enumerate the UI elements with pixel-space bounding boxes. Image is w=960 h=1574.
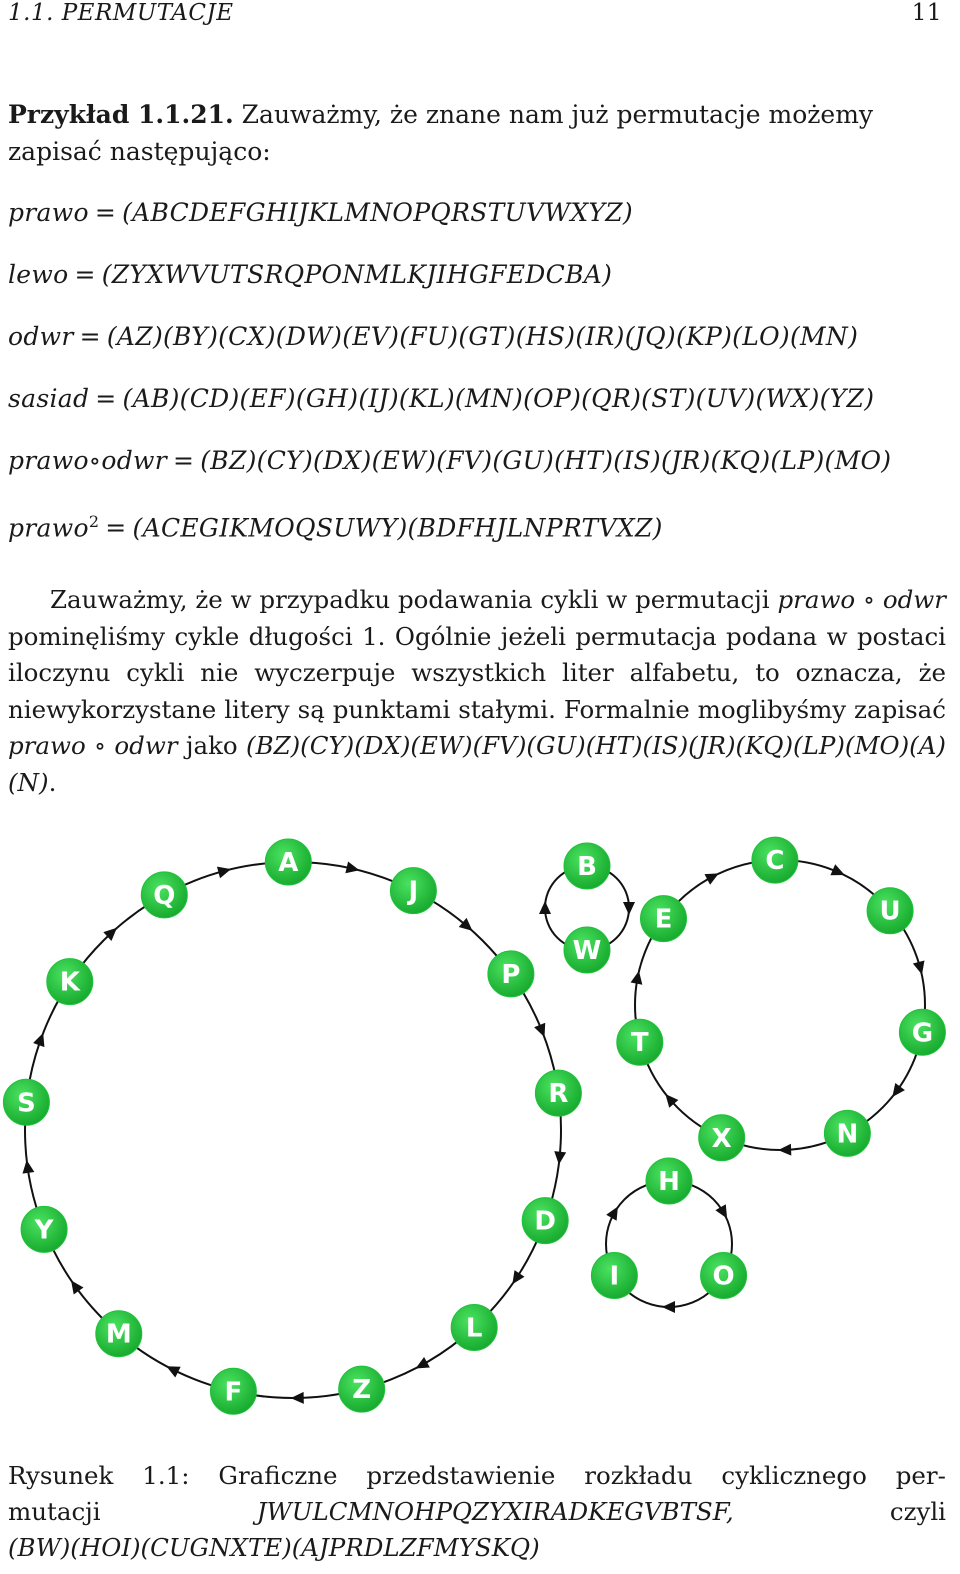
figure-caption [8,1458,946,1566]
node-letter: I [609,1261,620,1292]
note-math-2: prawo ∘ odwr [8,731,178,760]
caption-word: per- [895,1461,946,1490]
running-header [8,0,942,26]
node-n [824,1110,870,1156]
section-title: 1.1. PERMUTACJE [8,0,234,26]
node-letter: K [59,967,80,998]
equation-lhs: prawo [8,513,89,543]
cycle-arrow [623,902,635,915]
node-t [617,1019,663,1065]
note-text-1: Zauważmy, że w przypadku podawania cykli w permutacji [50,585,778,614]
node-p [488,951,534,997]
cycle-arrow [553,1151,566,1165]
node-o [701,1253,747,1299]
node-d [522,1198,568,1244]
example-intro: Zauważmy, że znane nam już permutacje możemy zapisać następująco: [8,100,874,166]
example-label: Przykład 1.1.21. [8,100,234,129]
node-letter: Z [352,1375,372,1406]
caption-line-2 [8,1494,946,1530]
equation-lhs: lewo [8,260,69,289]
cycle-arrow [631,970,645,985]
note-text-3: jako [177,731,247,760]
node-letter: B [577,852,597,882]
cycle-arrow [33,1031,49,1047]
node-u [867,888,913,934]
caption-word: 1.1: [142,1461,190,1490]
equation-odwr: odwr = (AZ)(BY)(CX)(DW)(EV)(FU)(GT)(HS)(IR)(JQ)(KP)(LO)(MN) [8,322,859,351]
node-h [646,1158,692,1204]
cycle-arrow [913,960,928,976]
equation-rhs: (AZ)(BY)(CX)(DW)(EV)(FU)(GT)(HS)(IR)(JQ)(KP)(LO)(MN) [106,322,859,351]
equation-rhs: (ZYXWVUTSRQPONMLKJIHGFEDCBA) [101,260,613,289]
page-number: 11 [911,0,942,26]
node-letter: X [711,1123,732,1154]
equation-prawo-squared: prawo$^2$ = (ACEGIKMOQSUWY)(BDFHJLNPRTVXZ) [8,512,663,543]
equation-lewo: lewo = (ZYXWVUTSRQPONMLKJIHGFEDCBA) [8,260,613,289]
node-letter: Q [153,880,176,911]
node-letter: D [534,1206,556,1237]
node-x [699,1115,745,1161]
node-k [47,959,93,1005]
node-c [752,837,798,883]
cycle-arrow [413,1357,430,1374]
node-w [564,927,610,973]
node-letter: P [501,959,521,990]
node-letter: T [630,1028,649,1059]
cycle-arrow [66,1277,83,1295]
node-letter: J [408,876,419,907]
equation-lhs: prawo [8,198,89,227]
node-f [210,1368,256,1414]
cycle-arrow [778,1144,791,1156]
node-q [141,872,187,918]
cycle-arrow [534,1023,550,1040]
node-letter: N [836,1119,859,1150]
cycle-diagram [0,830,960,1438]
caption-cycles: (BW)(HOI)(CUGNXTE)(AJPRDLZFMYSKQ) [8,1533,540,1562]
cycle-arrow [291,1392,304,1404]
equation-rhs: (BZ)(CY)(DX)(EW)(FV)(GU)(HT)(IS)(JR)(KQ)(LP)(MO) [200,446,892,475]
node-e [641,896,687,942]
node-letter: A [278,848,299,878]
node-i [591,1253,637,1299]
caption-word: Rysunek [8,1461,114,1490]
cycle-arrow [606,1203,623,1220]
node-letter: R [548,1079,569,1110]
equation-rhs: (ABCDEFGHIJKLMNOPQRSTUVWXYZ) [122,198,633,227]
node-m [96,1311,142,1357]
cycle-arrow [704,868,721,885]
equation-prawo: prawo = (ABCDEFGHIJKLMNOPQRSTUVWXYZ) [8,198,633,227]
cycle-arrow [507,1270,524,1287]
node-a [265,839,311,885]
caption-word: mutacji [8,1497,101,1526]
equation-lhs: prawo∘odwr [8,446,167,475]
equation-rhs: (AB)(CD)(EF)(GH)(IJ)(KL)(MN)(OP)(QR)(ST)(UV)(WX)(YZ) [122,384,875,413]
node-j [390,868,436,914]
cycle-nodes [3,837,945,1414]
caption-word: czyli [889,1497,946,1526]
node-letter: S [17,1088,36,1119]
node-g [899,1009,945,1055]
node-letter: U [879,896,901,927]
node-r [535,1070,581,1116]
cycle-arrow [830,864,847,880]
note-text-4: . [48,767,57,797]
note-math-3: (BZ)(CY)(DX)(EW)(FV)(GU)(HT)(IS)(JR)(KQ)(LP)(MO)(A)(N) [8,731,946,797]
note-math-1: prawo ∘ odwr [777,585,946,614]
node-letter: C [765,846,785,877]
equation-lhs: sasiad [8,384,90,413]
caption-permutation: JWULCMNOHPQZYXIRADKEGVBTSF, [256,1497,734,1526]
node-letter: F [224,1377,243,1408]
cycle-arrow [539,901,551,914]
cycle-arrow [662,1301,675,1313]
caption-line-3 [8,1530,946,1566]
cycle-arrow [164,1361,181,1378]
node-letter: O [712,1261,735,1292]
caption-word: rozkładu [584,1461,693,1490]
node-letter: Y [34,1215,54,1246]
cycle-arrow [217,863,233,878]
example-paragraph [8,96,948,170]
caption-word: przedstawienie [366,1461,556,1490]
equation-sasiad: sasiad = (AB)(CD)(EF)(GH)(IJ)(KL)(MN)(OP)(QR)(ST)(UV)(WX)(YZ) [8,384,875,413]
node-letter: G [911,1018,934,1049]
node-letter: H [658,1167,680,1197]
equation-exponent: 2 [88,512,100,531]
caption-word: cyklicznego [721,1461,867,1490]
node-s [3,1079,49,1125]
caption-word: Graficzne [218,1461,338,1490]
cycle-arrow [345,862,360,877]
node-z [339,1366,385,1412]
equation-rhs: (ACEGIKMOQSUWY)(BDFHJLNPRTVXZ) [132,513,663,543]
node-b [564,843,610,889]
equation-prawo-odwr: prawo∘odwr = (BZ)(CY)(DX)(EW)(FV)(GU)(HT)(IS)(JR)(KQ)(LP)(MO) [8,446,892,475]
node-y [21,1206,67,1252]
caption-line-1 [8,1458,946,1494]
note-paragraph [8,582,946,801]
note-text-2: pominęliśmy cykle długości 1. Ogólnie jeżeli permutacja podana w postaci iloczynu cykli nie wyczerpuje wszystkich liter alfabetu, to oznacza, że niewykorzystane litery są punktami stałymi. Formalnie moglibyśmy zapisać [8,621,946,724]
node-letter: M [105,1319,132,1350]
equation-lhs: odwr [8,322,74,351]
cycle-arrow [715,1204,732,1221]
node-letter: W [572,936,602,966]
node-letter: E [654,904,673,935]
node-letter: L [465,1313,483,1344]
node-l [451,1305,497,1351]
